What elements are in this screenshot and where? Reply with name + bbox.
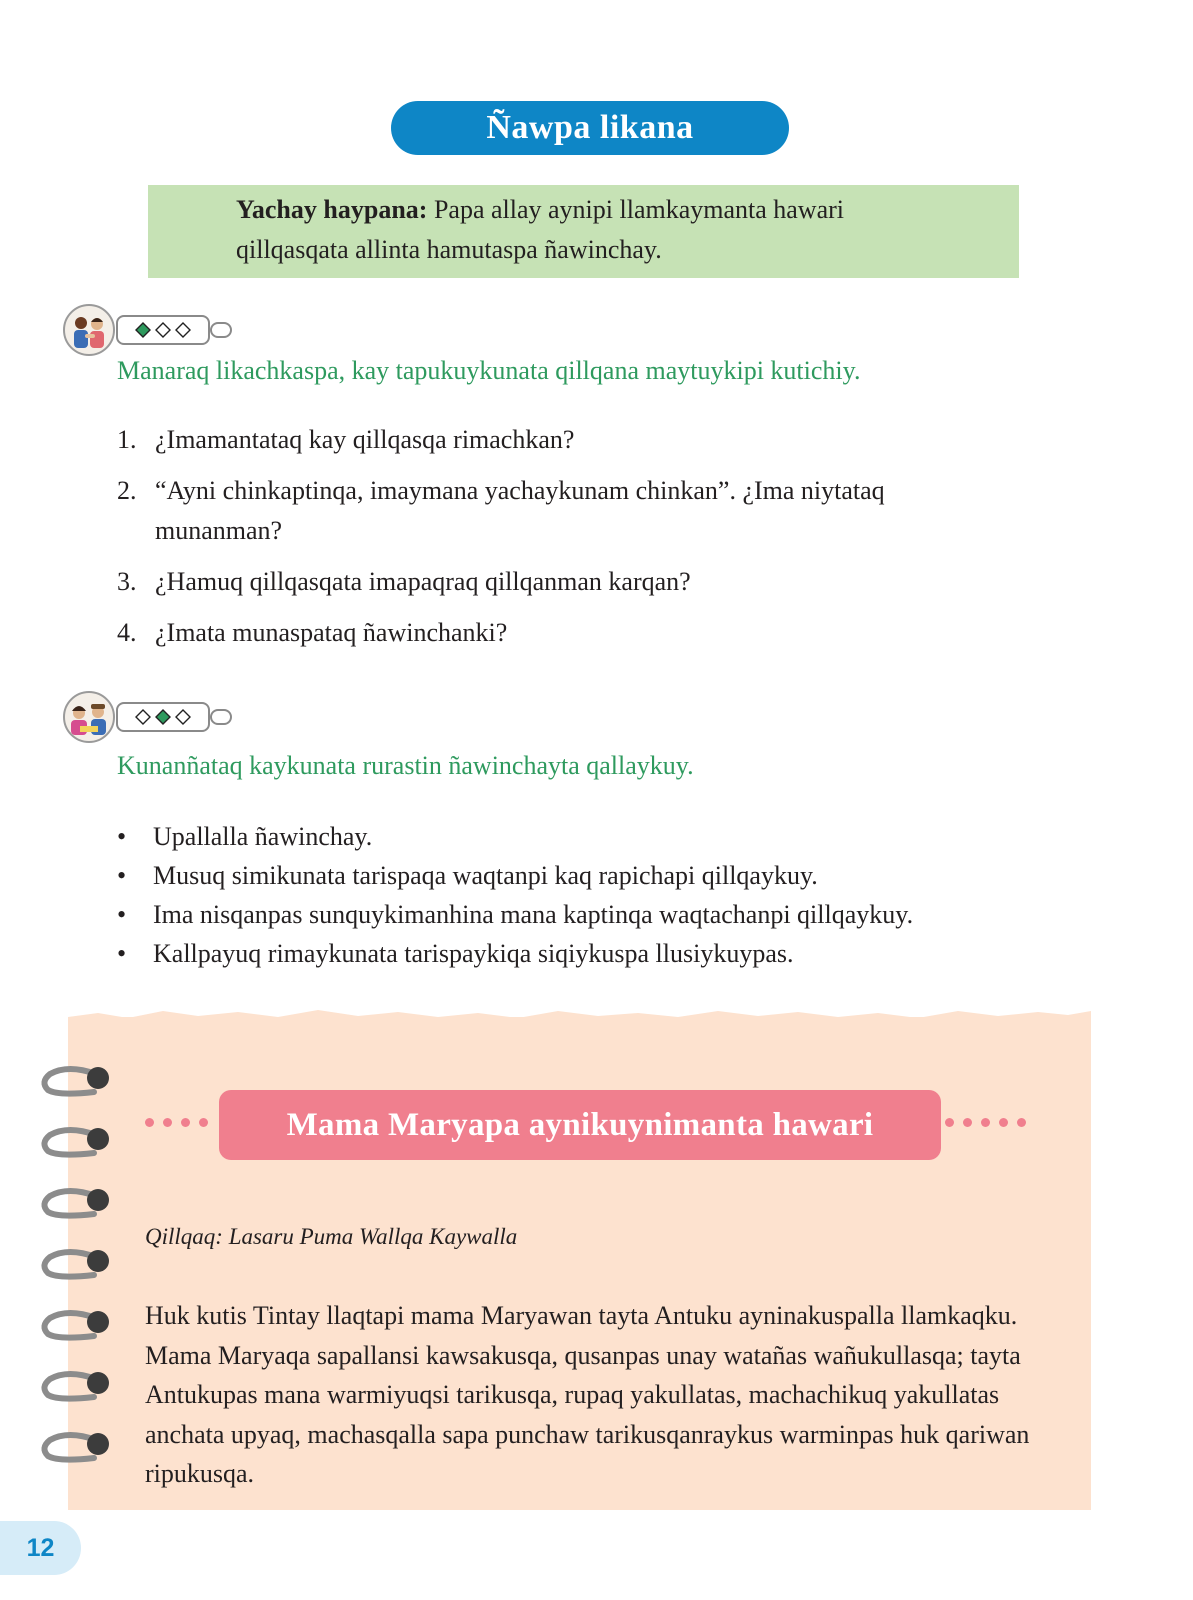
spiral-ring-icon: [38, 1060, 112, 1106]
question-list: [117, 420, 1017, 664]
story-paragraph: Huk kutis Tintay llaqtapi mama Maryawan tayta Antuku ayninakuspalla llamkaqku. Mama Maryaqa sapallansi kawsakusqa, qusanpas unay watañas wañukullasqa; tayta Antukupas mana warmiyuqsi tarikusqa, rupaq yakullatas, machachikuq yakullatas anchata upyaq, machasqalla sapa punchaw tarikusqanraykus warminpas huk qariwan ripukusqa.: [145, 1301, 1030, 1488]
section-title: Ñawpa likana: [391, 101, 789, 155]
question-item: 2. “Ayni chinkaptinqa, imaymana yachaykunam chinkan”. ¿Ima niytataq munanman?: [117, 476, 885, 545]
instruction-2: Kunanñataq kaykunata rurastin ñawinchayta qallaykuy.: [117, 751, 694, 780]
group-reading-icon: [63, 691, 115, 743]
difficulty-level: [116, 315, 210, 345]
diamond-empty-icon: [135, 709, 151, 725]
bullet-list: [117, 817, 1047, 973]
difficulty-level: [116, 702, 210, 732]
list-item: • Ima nisqanpas sunquykimanhina mana kaptinqa waqtachanpi qillqaykuy.: [117, 900, 914, 929]
spiral-ring-icon: [38, 1426, 112, 1472]
story-title: Mama Maryapa aynikuynimanta hawari: [219, 1090, 941, 1160]
goal-text: [236, 190, 956, 270]
diamond-empty-icon: [175, 709, 191, 725]
decorative-dots-left: [145, 1118, 208, 1127]
list-item: • Musuq simikunata tarispaqa waqtanpi kaq rapichapi qillqaykuy.: [117, 861, 818, 890]
diamond-empty-icon: [155, 322, 171, 338]
story-author: Qillqaq: Lasaru Puma Wallqa Kaywalla: [145, 1224, 518, 1249]
goal-label: Yachay haypana:: [236, 195, 428, 224]
list-item: • Kallpayuq rimaykunata tarispaykiqa siqiykuspa llusiykuypas.: [117, 939, 794, 968]
pair-work-icon: [63, 304, 115, 356]
question-item: 3. ¿Hamuq qillqasqata imapaqraq qillqanman karqan?: [117, 567, 691, 596]
level-tag-hole: [210, 709, 232, 725]
instruction-1: Manaraq likachkaspa, kay tapukuykunata qillqana maytuykipi kutichiy.: [117, 356, 861, 385]
diamond-filled-icon: [135, 322, 151, 338]
goal-description: Papa allay aynipi llamkaymanta hawari qillqasqata allinta hamutaspa ñawinchay.: [236, 195, 845, 264]
question-item: 4. ¿Imata munaspataq ñawinchanki?: [117, 618, 508, 647]
spiral-ring-icon: [38, 1121, 112, 1167]
diamond-empty-icon: [175, 322, 191, 338]
decorative-dots-right: [945, 1118, 1026, 1127]
page-number: 12: [0, 1521, 81, 1575]
spiral-ring-icon: [38, 1243, 112, 1289]
diamond-filled-icon: [155, 709, 171, 725]
spiral-ring-icon: [38, 1182, 112, 1228]
list-item: • Upallalla ñawinchay.: [117, 822, 373, 851]
level-tag-hole: [210, 322, 232, 338]
question-item: 1. ¿Imamantataq kay qillqasqa rimachkan?: [117, 425, 575, 454]
spiral-ring-icon: [38, 1304, 112, 1350]
spiral-ring-icon: [38, 1365, 112, 1411]
